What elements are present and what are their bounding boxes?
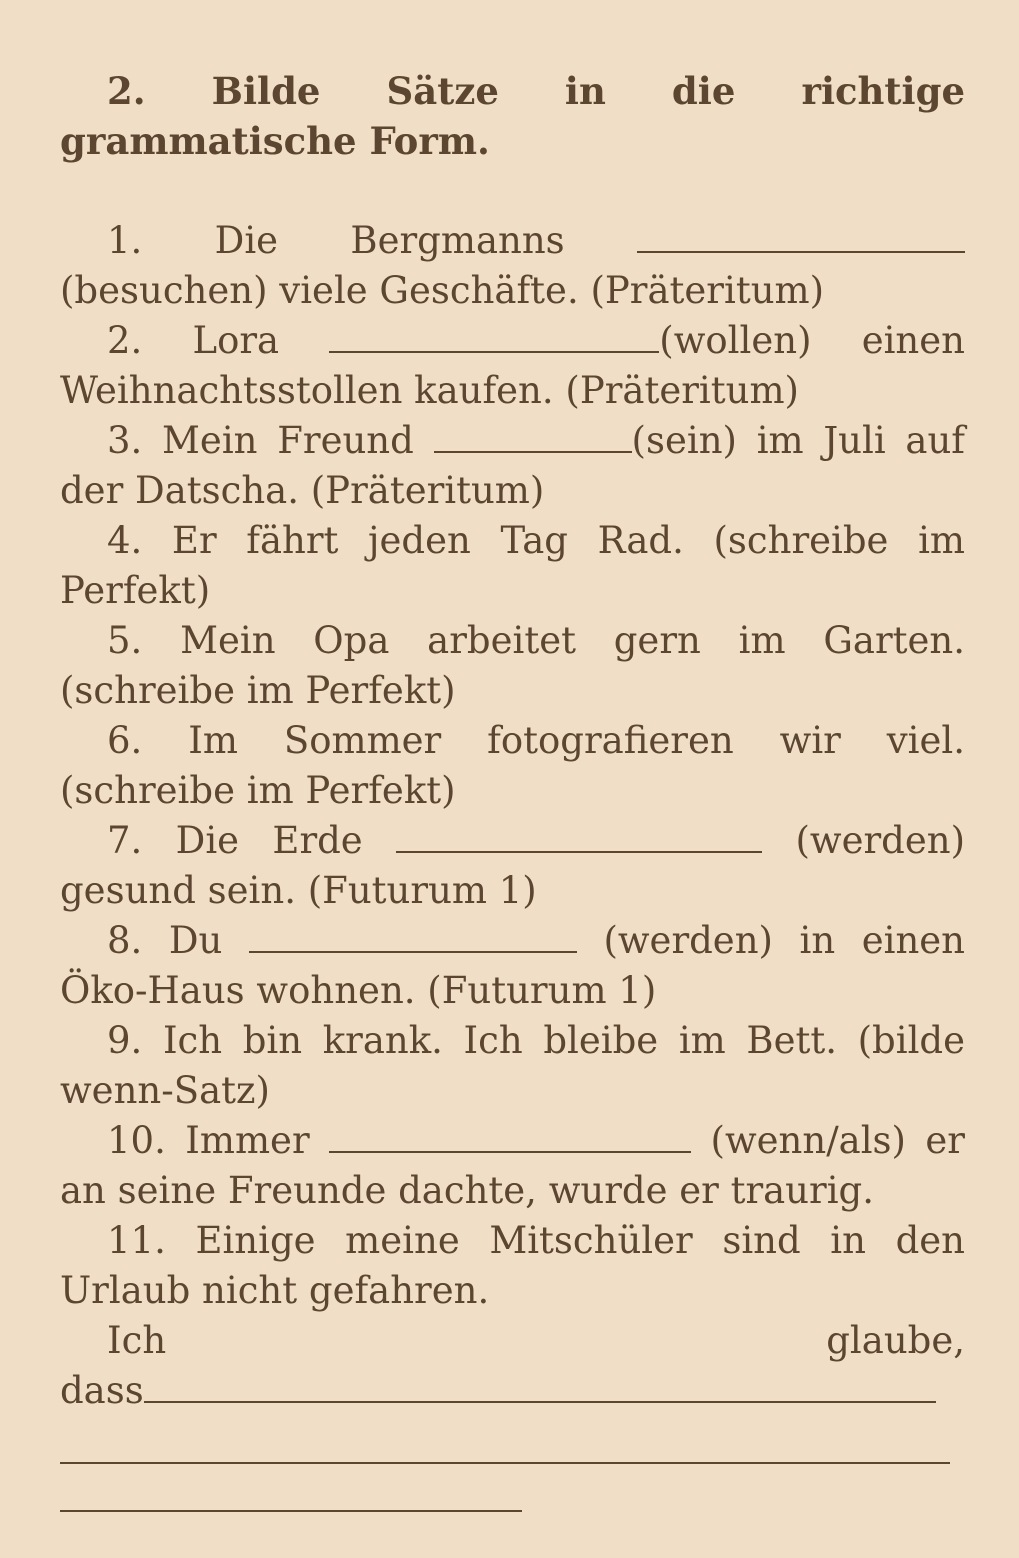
item-2-pre: 2. Lora (107, 319, 280, 362)
item-2-post: (wollen) einen Weihnachtsstollen kaufen. (Präteritum) (60, 319, 965, 412)
closing-dass: dass (60, 1369, 144, 1412)
answer-line-11c[interactable] (60, 1510, 522, 1512)
answer-blank-3[interactable] (434, 417, 632, 453)
exercise-item-5: 5. Mein Opa arbeitet gern im Garten. (schreibe im Perfekt) (60, 619, 965, 712)
exercise-item-3 (60, 416, 965, 516)
item-3-pre: 3. Mein Freund (107, 419, 414, 462)
closing-sentence (60, 1316, 965, 1366)
answer-blank-8[interactable] (249, 917, 577, 953)
item-8-post: (werden) in einen Öko-Haus wohnen. (Futurum 1) (60, 919, 966, 1012)
worksheet (60, 66, 965, 1416)
item-1-pre: 1. Die Bergmanns (107, 219, 565, 262)
answer-blank-2[interactable] (329, 317, 659, 353)
item-10-pre: 10. Immer (107, 1119, 310, 1162)
answer-blank-1[interactable] (637, 217, 965, 253)
item-10-post: (wenn/als) er an seine Freunde dachte, wurde er traurig. (60, 1119, 965, 1212)
exercise-item-9: 9. Ich bin krank. Ich bleibe im Bett. (bilde wenn-Satz) (60, 1019, 965, 1112)
exercise-item-7 (60, 816, 965, 916)
answer-line-11b[interactable] (60, 1462, 950, 1464)
exercise-item-6: 6. Im Sommer fotografieren wir viel. (schreibe im Perfekt) (60, 719, 965, 812)
answer-blank-10[interactable] (329, 1117, 691, 1153)
exercise-heading: 2. Bilde Sätze in die richtige grammatische Form. (60, 69, 965, 163)
closing-ich-glaube: Ich glaube, (107, 1319, 965, 1362)
item-7-pre: 7. Die Erde (107, 819, 363, 862)
item-1-post: (besuchen) viele Geschäfte. (Präteritum) (60, 269, 825, 312)
answer-blank-11a[interactable] (144, 1367, 936, 1403)
spacer (60, 166, 965, 216)
exercise-item-4: 4. Er fährt jeden Tag Rad. (schreibe im Perfekt) (60, 519, 965, 612)
exercise-item-8 (60, 916, 965, 1016)
exercise-item-2 (60, 316, 965, 416)
item-3-post: (sein) im Juli auf der Datscha. (Präteritum) (60, 419, 965, 512)
closing-dass-line (60, 1366, 965, 1416)
exercise-item-10 (60, 1116, 965, 1216)
exercise-item-11: 11. Einige meine Mitschüler sind in den Urlaub nicht gefahren. (60, 1219, 965, 1312)
item-7-post: (werden) gesund sein. (Futurum 1) (60, 819, 966, 912)
answer-blank-7[interactable] (396, 817, 762, 853)
exercise-item-1 (60, 216, 965, 316)
item-8-pre: 8. Du (107, 919, 223, 962)
